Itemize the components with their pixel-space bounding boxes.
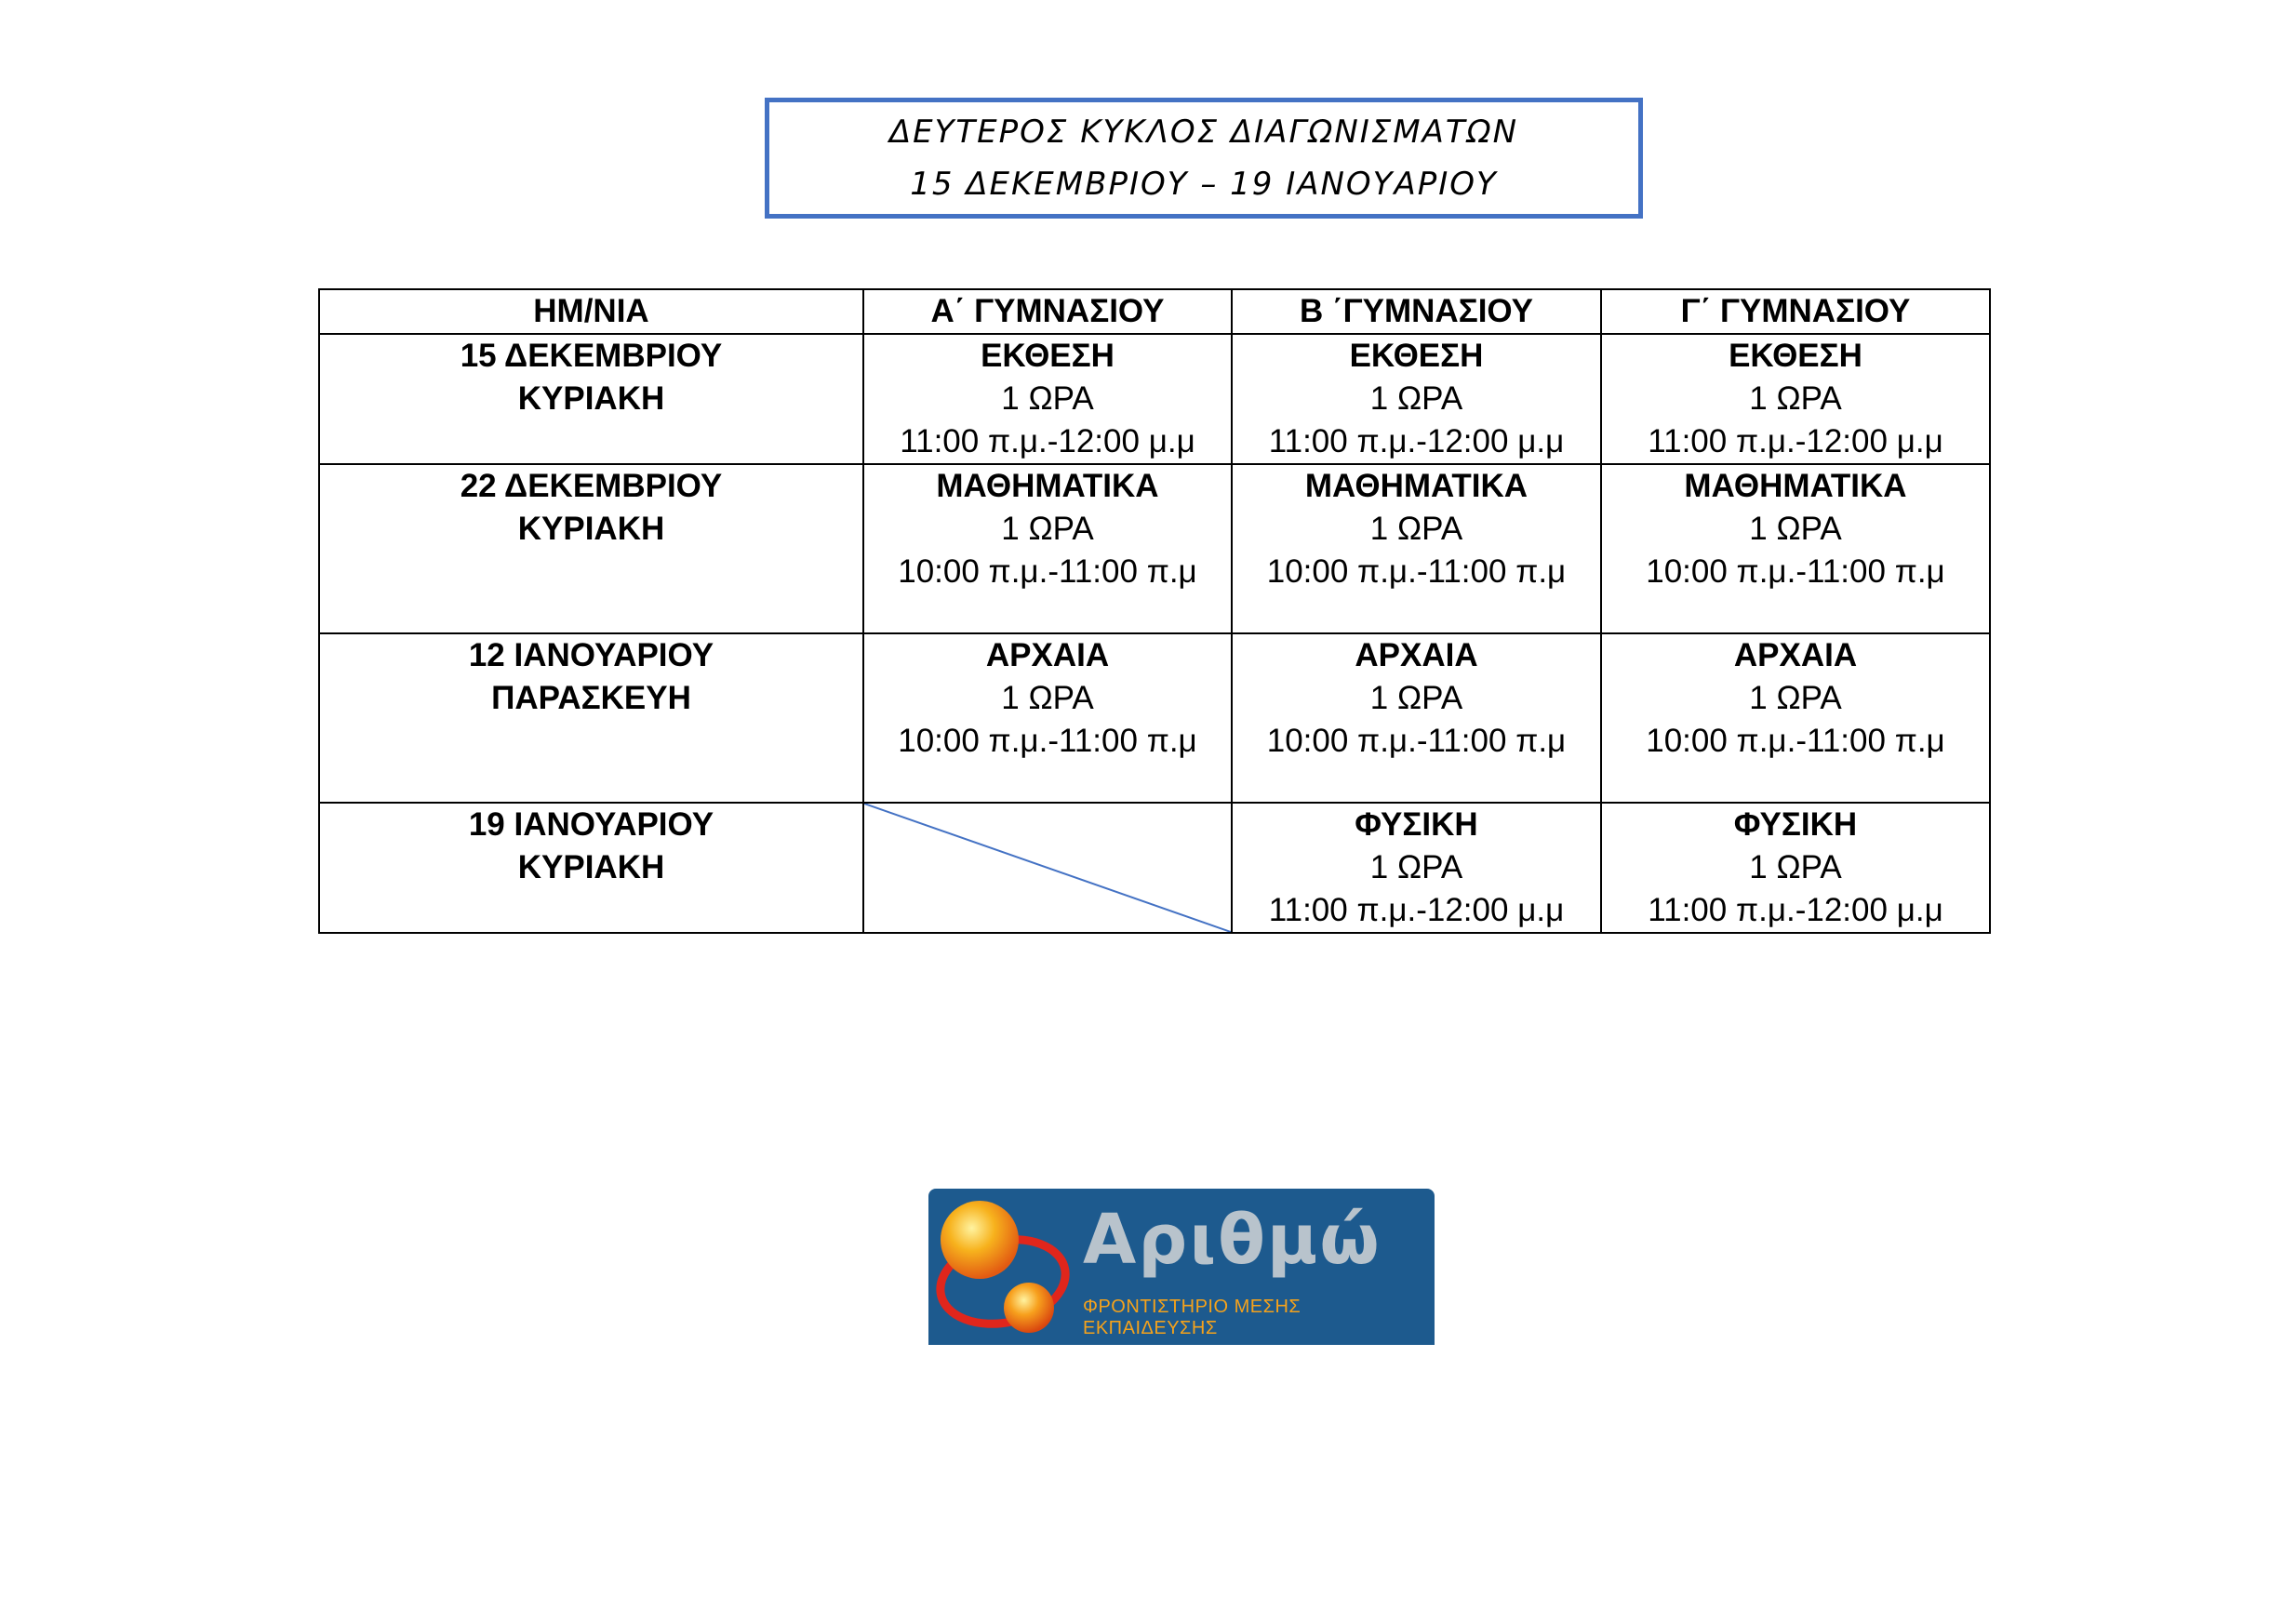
orbit-spheres-icon — [928, 1189, 1087, 1345]
exam-cell — [1232, 464, 1601, 633]
exam-cell — [863, 464, 1232, 633]
subject-text: ΑΡΧΑΙΑ — [1355, 637, 1478, 673]
exam-cell — [1232, 633, 1601, 803]
time-text: 11:00 π.μ.-12:00 μ.μ — [900, 423, 1195, 459]
day-text: ΚΥΡΙΑΚΗ — [517, 511, 665, 547]
time-text: 11:00 π.μ.-12:00 μ.μ — [1268, 423, 1565, 459]
date-cell — [319, 334, 863, 464]
exam-cell — [1601, 633, 1990, 803]
subject-text: ΕΚΘΕΣΗ — [1729, 338, 1862, 374]
logo-wordmark: Αριθμώ — [1083, 1200, 1382, 1280]
table-header-row — [319, 289, 1990, 334]
date-cell — [319, 633, 863, 803]
day-text: ΚΥΡΙΑΚΗ — [517, 380, 665, 417]
time-text: 10:00 π.μ.-11:00 π.μ — [898, 553, 1197, 590]
table-row — [319, 334, 1990, 464]
subject-text: ΕΚΘΕΣΗ — [1349, 338, 1484, 374]
duration-text: 1 ΩΡΑ — [1749, 849, 1842, 885]
date-cell — [319, 464, 863, 633]
subject-text: ΜΑΘΗΜΑΤΙΚΑ — [1304, 468, 1528, 504]
duration-text: 1 ΩΡΑ — [1369, 680, 1463, 716]
exam-cell — [1232, 803, 1601, 933]
header-grade-a: Α΄ ΓΥΜΝΑΣΙΟΥ — [863, 289, 1232, 334]
subject-text: ΜΑΘΗΜΑΤΙΚΑ — [1684, 468, 1907, 504]
time-text: 11:00 π.μ.-12:00 μ.μ — [1268, 892, 1565, 928]
date-text: 15 ΔΕΚΕΜΒΡΙΟΥ — [460, 338, 723, 374]
table-row — [319, 633, 1990, 803]
header-grade-c: Γ΄ ΓΥΜΝΑΣΙΟΥ — [1601, 289, 1990, 334]
exam-cell — [863, 633, 1232, 803]
subject-text: ΑΡΧΑΙΑ — [985, 637, 1110, 673]
subject-text: ΑΡΧΑΙΑ — [1733, 637, 1858, 673]
date-text: 19 ΙΑΝΟΥΑΡΙΟΥ — [468, 806, 714, 843]
time-text: 11:00 π.μ.-12:00 μ.μ — [1648, 892, 1943, 928]
exam-cell — [1601, 334, 1990, 464]
duration-text: 1 ΩΡΑ — [1369, 380, 1463, 417]
time-text: 10:00 π.μ.-11:00 π.μ — [1646, 723, 1945, 759]
table-row — [319, 464, 1990, 633]
duration-text: 1 ΩΡΑ — [1001, 511, 1094, 547]
time-text: 10:00 π.μ.-11:00 π.μ — [1266, 723, 1567, 759]
subject-text: ΦΥΣΙΚΗ — [1355, 806, 1478, 843]
title-line-2: 15 ΔΕΚΕΜΒΡΙΟΥ – 19 ΙΑΝΟΥΑΡΙΟΥ — [910, 166, 1498, 203]
duration-text: 1 ΩΡΑ — [1001, 380, 1094, 417]
header-date: ΗΜ/ΝΙΑ — [319, 289, 863, 334]
diagonal-strike — [864, 804, 1231, 932]
time-text: 10:00 π.μ.-11:00 π.μ — [898, 723, 1197, 759]
arithmo-logo — [928, 1189, 1435, 1345]
exam-cell — [1601, 803, 1990, 933]
header-grade-b: Β ΄ΓΥΜΝΑΣΙΟΥ — [1232, 289, 1601, 334]
subject-text: ΦΥΣΙΚΗ — [1733, 806, 1858, 843]
title-line-1: ΔΕΥΤΕΡΟΣ ΚΥΚΛΟΣ ΔΙΑΓΩΝΙΣΜΑΤΩΝ — [888, 113, 1519, 151]
duration-text: 1 ΩΡΑ — [1749, 680, 1842, 716]
logo-subtitle: ΦΡΟΝΤΙΣΤΗΡΙΟ ΜΕΣΗΣ ΕΚΠΑΙΔΕΥΣΗΣ — [1083, 1297, 1302, 1338]
exam-schedule-table — [318, 288, 1991, 934]
date-text: 12 ΙΑΝΟΥΑΡΙΟΥ — [468, 637, 714, 673]
subject-text: ΜΑΘΗΜΑΤΙΚΑ — [936, 468, 1159, 504]
duration-text: 1 ΩΡΑ — [1001, 680, 1094, 716]
time-text: 10:00 π.μ.-11:00 π.μ — [1266, 553, 1567, 590]
time-text: 11:00 π.μ.-12:00 μ.μ — [1648, 423, 1943, 459]
exam-cell — [863, 334, 1232, 464]
duration-text: 1 ΩΡΑ — [1749, 380, 1842, 417]
duration-text: 1 ΩΡΑ — [1749, 511, 1842, 547]
exam-cell — [1232, 334, 1601, 464]
title-box — [765, 98, 1643, 219]
day-text: ΚΥΡΙΑΚΗ — [517, 849, 665, 885]
exam-cell — [1601, 464, 1990, 633]
empty-cell — [863, 803, 1232, 933]
date-text: 22 ΔΕΚΕΜΒΡΙΟΥ — [460, 468, 723, 504]
table-row — [319, 803, 1990, 933]
day-text: ΠΑΡΑΣΚΕΥΗ — [491, 680, 691, 716]
time-text: 10:00 π.μ.-11:00 π.μ — [1646, 553, 1945, 590]
date-cell — [319, 803, 863, 933]
duration-text: 1 ΩΡΑ — [1369, 849, 1463, 885]
subject-text: ΕΚΘΕΣΗ — [981, 338, 1115, 374]
duration-text: 1 ΩΡΑ — [1369, 511, 1463, 547]
